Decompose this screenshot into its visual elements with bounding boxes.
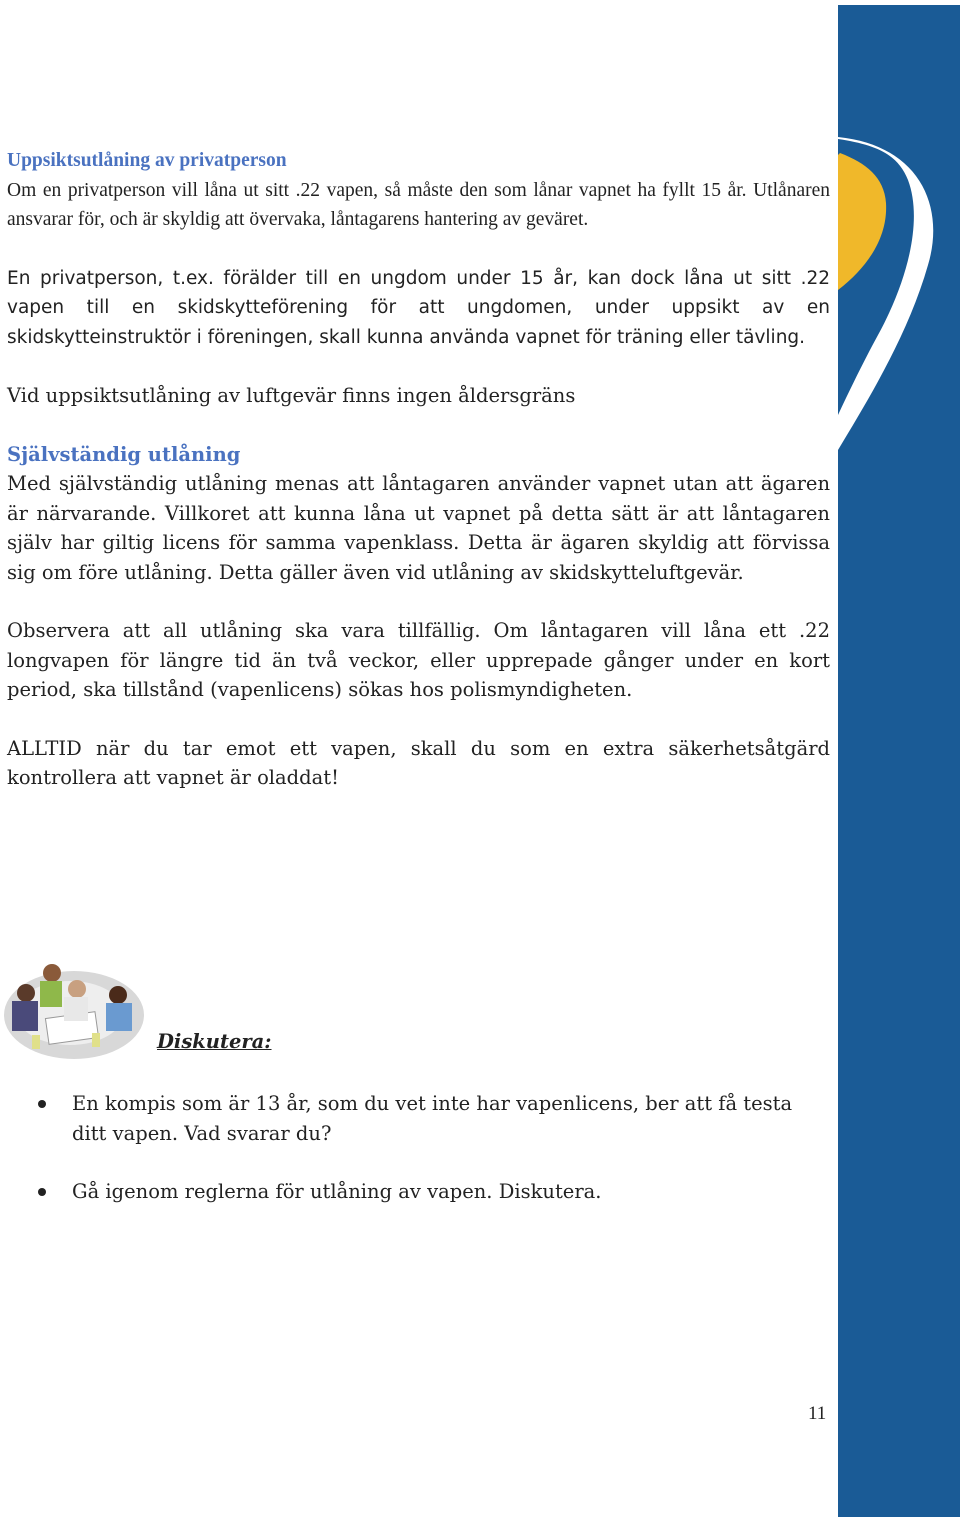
document-body [7, 146, 830, 822]
section-heading-independent-lending: Självständig utlåning [7, 442, 241, 466]
list-item [0, 1177, 830, 1207]
bullet-icon [38, 1188, 46, 1196]
discussion-label: Diskutera: [157, 1030, 272, 1053]
paragraph: Med självständig utlåning menas att låntagaren använder vapnet utan att ägaren är närvarande. Villkoret att kunna låna ut vapnet på detta sätt är att låntagaren själv har giltig licens för samma vapenklass. Detta är ägaren skyldig att förvissa sig om före utlåning. Detta gäller även vid utlåning av skidskytteluftgevär. [7, 472, 830, 584]
paragraph: ALLTID när du tar emot ett vapen, skall du som en extra säkerhetsåtgärd kontrollera att vapnet är oladdat! [7, 736, 830, 789]
bullet-icon [38, 1100, 46, 1108]
list-item-text: Gå igenom reglerna för utlåning av vapen. Diskutera. [72, 1180, 602, 1203]
section-heading-supervised-lending: Uppsiktsutlåning av privatperson [7, 150, 287, 171]
paragraph: Vid uppsiktsutlåning av luftgevär finns ingen åldersgräns [7, 384, 576, 407]
sidebar-swoosh [838, 5, 960, 1517]
sidebar-decoration [838, 5, 960, 1517]
discussion-list [0, 1089, 830, 1236]
page-number: 11 [808, 1403, 827, 1424]
list-item-text: En kompis som är 13 år, som du vet inte har vapenlicens, ber att få testa ditt vapen. Vad svarar du? [72, 1092, 793, 1145]
paragraph: Observera att all utlåning ska vara tillfällig. Om låntagaren vill låna ett .22 longvapen för längre tid än två veckor, eller upprepade gånger under en kort period, ska tillstånd (vapenlicens) sökas hos polismyndigheten. [7, 619, 830, 701]
list-item [0, 1089, 830, 1148]
people-discussing-clipart [2, 955, 146, 1061]
paragraph: Om en privatperson vill låna ut sitt .22 vapen, så måste den som lånar vapnet ha fyllt 15 år. Utlånaren ansvarar för, och är skyldig att övervaka, låntagarens hantering av geväret. [7, 179, 830, 230]
paragraph: En privatperson, t.ex. förälder till en ungdom under 15 år, kan dock låna ut sitt .22 vapen till en skidskytteförening för att ungdomen, under uppsikt av en skidskytteinstruktör i föreningen, skall kunna använda vapnet för träning eller tävling. [7, 267, 830, 348]
